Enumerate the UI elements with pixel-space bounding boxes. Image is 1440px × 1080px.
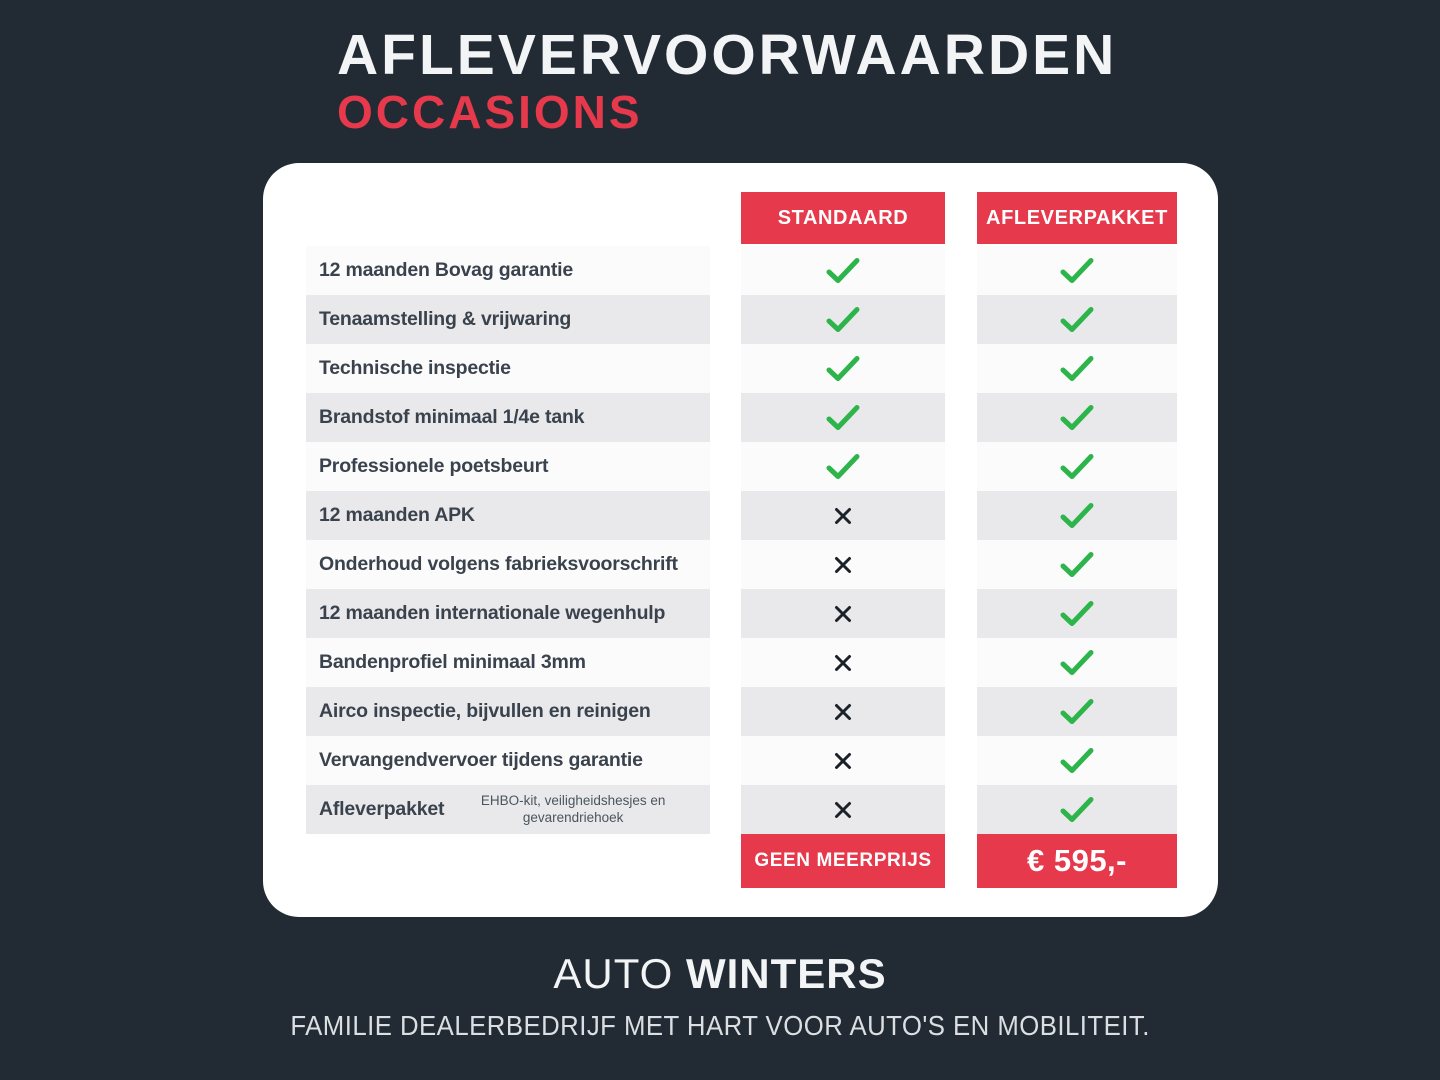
check-icon: [1059, 404, 1095, 432]
afleverpakket-cell: [977, 491, 1177, 540]
check-icon: [825, 404, 861, 432]
standaard-cell: [741, 344, 945, 393]
brand-suffix: WINTERS: [685, 950, 887, 997]
afleverpakket-cell: [977, 638, 1177, 687]
table-row: [306, 344, 710, 393]
table-row: [306, 540, 710, 589]
check-icon: [1059, 747, 1095, 775]
check-icon: [1059, 796, 1095, 824]
cross-icon: [832, 750, 854, 772]
cross-icon: [832, 505, 854, 527]
table-row: [306, 295, 710, 344]
afleverpakket-cell: [977, 540, 1177, 589]
cross-icon: [832, 554, 854, 576]
check-icon: [825, 355, 861, 383]
page-subtitle: OCCASIONS: [337, 85, 643, 138]
standaard-price-badge: GEEN MEERPRIJS: [741, 834, 945, 888]
afleverpakket-cell: [977, 393, 1177, 442]
row-label: Vervangendvervoer tijdens garantie: [319, 749, 643, 771]
cross-icon: [832, 701, 854, 723]
standaard-cell: [741, 785, 945, 834]
table-row: [306, 491, 710, 540]
brand-prefix: AUTO: [553, 950, 674, 997]
table-row: [306, 393, 710, 442]
afleverpakket-price-badge: € 595,-: [977, 834, 1177, 888]
row-label: Tenaamstelling & vrijwaring: [319, 308, 572, 330]
row-label: 12 maanden APK: [319, 504, 475, 526]
check-icon: [1059, 698, 1095, 726]
check-icon: [1059, 551, 1095, 579]
page-title: AFLEVERVOORWAARDEN: [337, 23, 1118, 87]
check-icon: [1059, 355, 1095, 383]
check-icon: [1059, 502, 1095, 530]
standaard-cell: [741, 442, 945, 491]
check-icon: [1059, 306, 1095, 334]
row-label: Technische inspectie: [319, 357, 511, 379]
row-label: Bandenprofiel minimaal 3mm: [319, 651, 586, 673]
afleverpakket-cell: [977, 344, 1177, 393]
comparison-card: [263, 163, 1218, 917]
check-icon: [1059, 649, 1095, 677]
afleverpakket-cell: [977, 687, 1177, 736]
brand-tagline-text: FAMILIE DEALERBEDRIJF MET HART VOOR AUTO'S EN MOBILITEIT.: [290, 1010, 1150, 1041]
afleverpakket-cell: [977, 785, 1177, 834]
label-column: [306, 246, 710, 834]
check-icon: [1059, 453, 1095, 481]
cross-icon: [832, 652, 854, 674]
standaard-cell: [741, 295, 945, 344]
standaard-cell: [741, 540, 945, 589]
row-label: 12 maanden Bovag garantie: [319, 259, 574, 281]
row-label: Afleverpakket: [319, 798, 445, 820]
row-label: Brandstof minimaal 1/4e tank: [319, 406, 585, 428]
standaard-cell: [741, 736, 945, 785]
cross-icon: [832, 603, 854, 625]
standaard-cell: [741, 393, 945, 442]
check-icon: [1059, 257, 1095, 285]
afleverpakket-cell: [977, 736, 1177, 785]
check-icon: [825, 257, 861, 285]
table-row: [306, 638, 710, 687]
brand-tagline: [0, 1010, 1440, 1042]
table-row: [306, 589, 710, 638]
standaard-cell: [741, 246, 945, 295]
brand-name: [0, 950, 1440, 998]
header: [337, 23, 1118, 138]
afleverpakket-cell: [977, 442, 1177, 491]
table-row: [306, 442, 710, 491]
row-label: 12 maanden internationale wegenhulp: [319, 602, 666, 624]
afleverpakket-column-cells: [977, 246, 1177, 834]
standaard-cell: [741, 687, 945, 736]
afleverpakket-cell: [977, 246, 1177, 295]
check-icon: [825, 306, 861, 334]
cross-icon: [832, 799, 854, 821]
row-label: Onderhoud volgens fabrieksvoorschrift: [319, 553, 678, 575]
table-row: [306, 246, 710, 295]
row-label: Professionele poetsbeurt: [319, 455, 549, 477]
standaard-column-cells: [741, 246, 945, 834]
standaard-cell: [741, 638, 945, 687]
standaard-cell: [741, 491, 945, 540]
afleverpakket-cell: [977, 295, 1177, 344]
afleverpakket-cell: [977, 589, 1177, 638]
check-icon: [1059, 600, 1095, 628]
row-note: EHBO-kit, veiligheidshesjes en gevarendriehoek: [480, 792, 666, 825]
column-header-standaard: STANDAARD: [741, 192, 945, 244]
standaard-cell: [741, 589, 945, 638]
table-row: [306, 687, 710, 736]
column-header-afleverpakket: AFLEVERPAKKET: [977, 192, 1177, 244]
table-row: [306, 736, 710, 785]
table-row: [306, 785, 710, 834]
footer: [0, 950, 1440, 1042]
check-icon: [825, 453, 861, 481]
row-label: Airco inspectie, bijvullen en reinigen: [319, 700, 651, 722]
